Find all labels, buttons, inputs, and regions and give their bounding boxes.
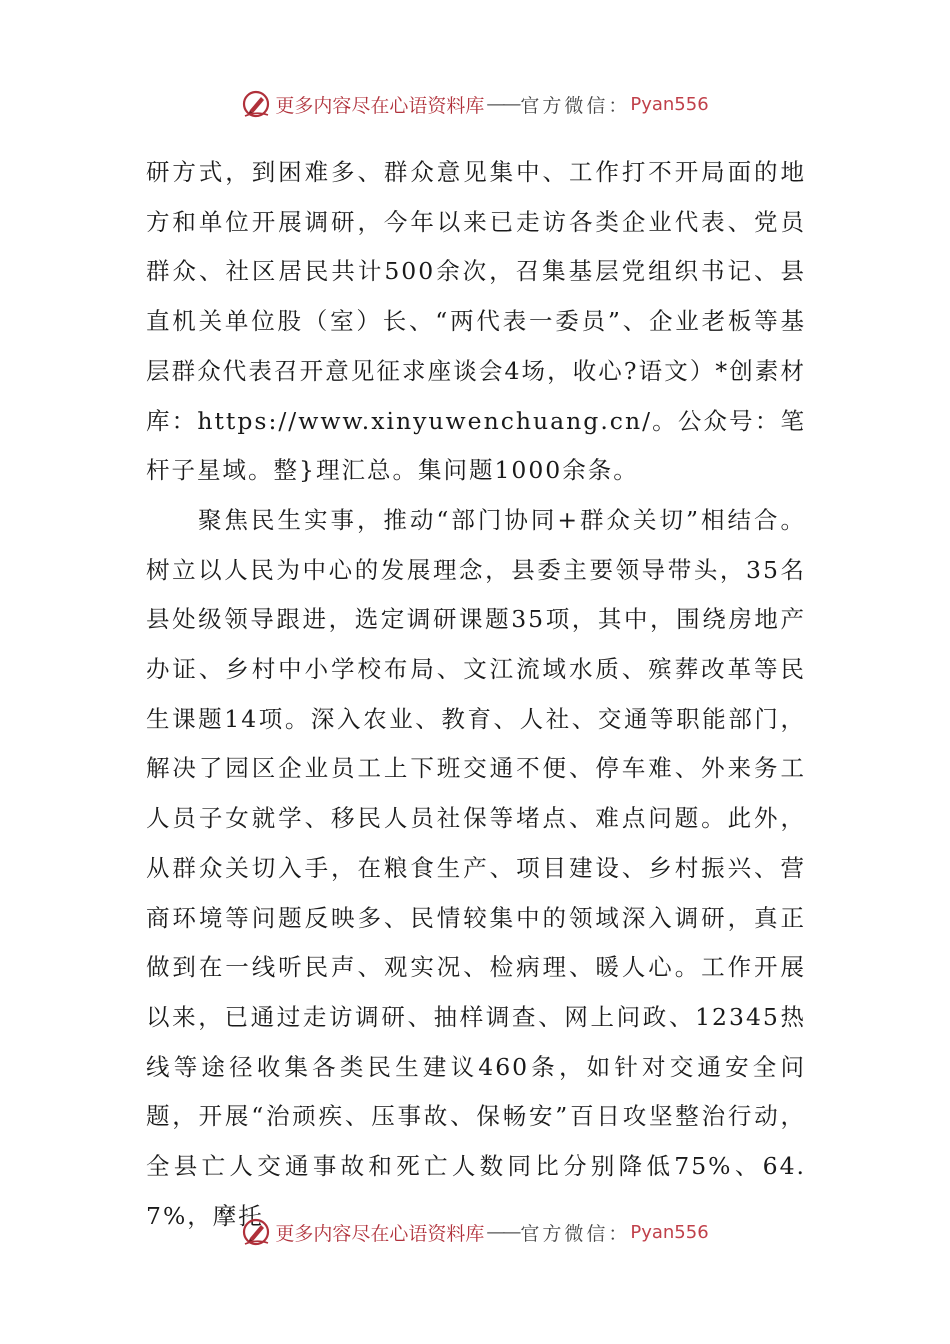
header-wechat-id: Pyan556 — [630, 93, 709, 115]
header-wechat-label: 官方微信： — [520, 94, 631, 117]
footer-wechat-id: Pyan556 — [630, 1221, 709, 1243]
footer-separator: —— — [486, 1221, 519, 1243]
document-body — [146, 148, 806, 1241]
footer-wechat-label: 官方微信： — [520, 1222, 631, 1245]
paragraph-2: 聚焦民生实事，推动“部门协同+群众关切”相结合。树立以人民为中心的发展理念，县委主要领导带头，35名县处级领导跟进，选定调研课题35项，其中，围绕房地产办证、乡村中小学校布局、文江流域水质、殡葬改革等民生课题14项。深入农业、教育、人社、交通等职能部门，解决了园区企业员工上下班交通不便、停车难、外来务工人员子女就学、移民人员社保等堵点、难点问题。此外，从群众关切入手，在粮食生产、项目建设、乡村振兴、营商环境等问题反映多、民情较集中的领域深入调研，真正做到在一线听民声、观实况、检病理、暖人心。工作开展以来，已通过走访调研、抽样调查、网上问政、12345热线等途径收集各类民生建议460条，如针对交通安全问题，开展“治顽疾、压事故、保畅安”百日攻坚整治行动，全县亡人交通事故和死亡人数同比分别降低75%、64.7%，摩托 — [146, 505, 806, 1230]
header-site-text: 更多内容尽在心语资料库 — [275, 94, 485, 117]
pen-logo-icon — [241, 1217, 271, 1247]
paragraph-1: 研方式，到困难多、群众意见集中、工作打不开局面的地方和单位开展调研，今年以来已走访各类企业代表、党员群众、社区居民共计500余次，召集基层党组织书记、县直机关单位股（室）长、“两代表一委员”、企业老板等基层群众代表召开意见征求座谈会4场，收心?语文）*创素材库：https://www.xinyuwenchuang.cn/。公众号：笔杆子星域。整}理汇总。集问题1000余条。 — [146, 158, 806, 485]
header-banner — [0, 84, 950, 124]
pen-logo-icon — [241, 89, 271, 119]
footer-banner — [0, 1212, 950, 1252]
footer-site-text: 更多内容尽在心语资料库 — [275, 1222, 485, 1245]
header-separator: —— — [486, 93, 519, 115]
